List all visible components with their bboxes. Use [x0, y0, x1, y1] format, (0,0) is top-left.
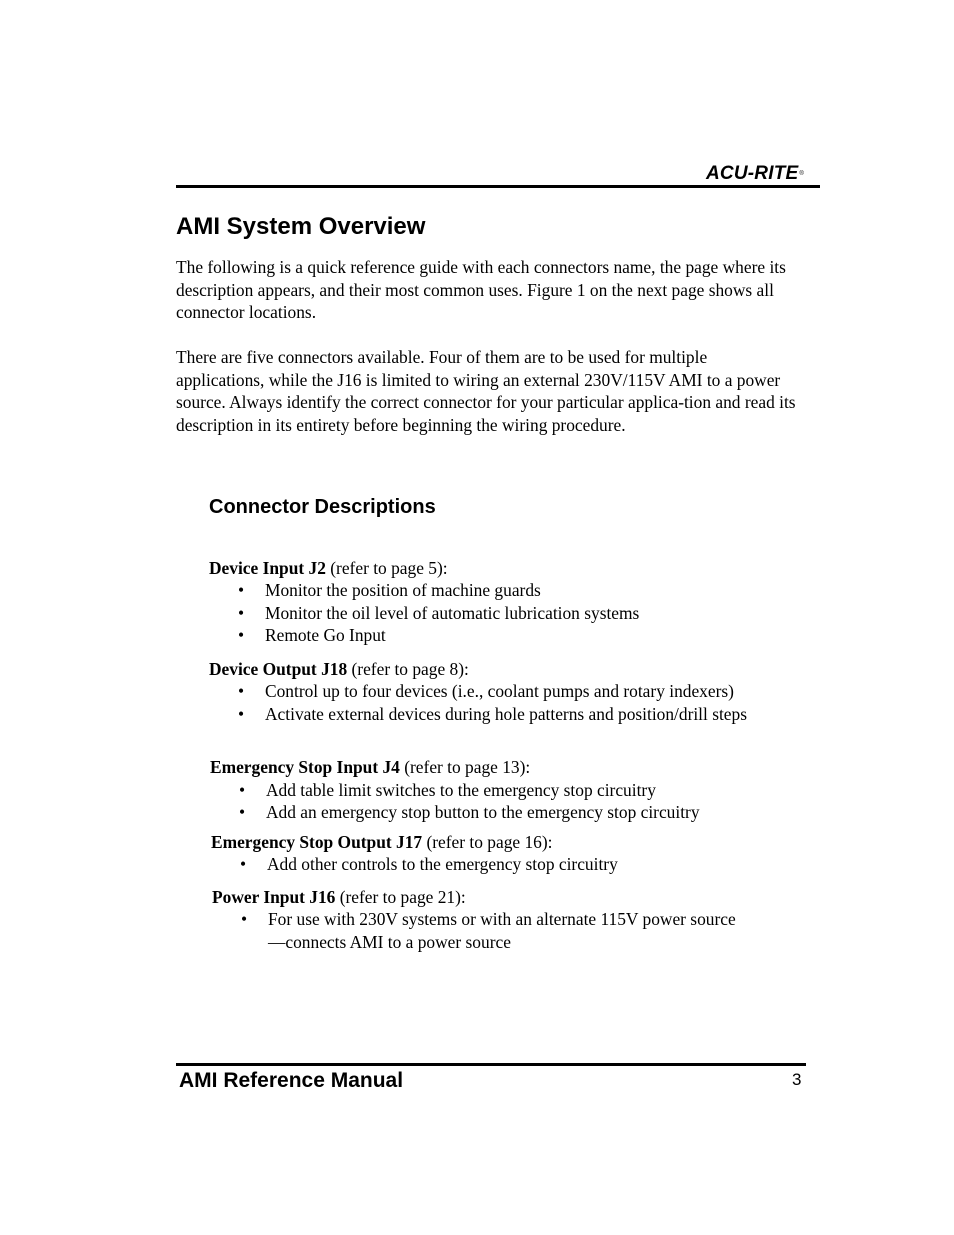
bullet-glyph: •: [238, 704, 245, 724]
connector-heading: [209, 557, 448, 580]
list-item: Control up to four devices (i.e., coolant pumps and rotary indexers): [265, 681, 734, 701]
bullet-glyph: •: [239, 780, 246, 800]
connectors-paragraph: There are five connectors available. Four of them are to be used for multiple applications, while the J16 is limited to wiring an external 230V/115V AMI to a power source. Always identify the correct connector for your particular applica-tion and read its description in its entirety before beginning the wiring procedure.: [176, 347, 796, 435]
list-item: Remote Go Input: [265, 625, 386, 645]
manual-title: AMI Reference Manual: [179, 1069, 404, 1092]
list-item: Monitor the oil level of automatic lubrication systems: [265, 603, 640, 623]
connector-ref: (refer to page 16):: [422, 832, 553, 852]
bullet-glyph: •: [239, 802, 246, 822]
bullet-glyph: •: [240, 854, 247, 874]
page-number: 3: [792, 1070, 802, 1089]
connector-ref: (refer to page 13):: [399, 757, 531, 777]
connector-name: Device Output J18: [209, 659, 348, 679]
registered-mark: ®: [799, 171, 804, 177]
connector-ref: (refer to page 21):: [335, 887, 466, 907]
list-item: Add table limit switches to the emergency stop circuitry: [266, 780, 656, 800]
connector-heading: [209, 658, 469, 681]
connector-heading: [212, 886, 466, 909]
bullet-glyph: •: [238, 681, 245, 701]
bullet-glyph: •: [238, 603, 245, 623]
bullet-glyph: •: [238, 580, 245, 600]
footer-rule: [176, 1063, 806, 1066]
page-title: AMI System Overview: [176, 213, 426, 240]
list-item: Activate external devices during hole patterns and position/drill steps: [265, 704, 747, 724]
bullet-glyph: •: [238, 625, 245, 645]
connector-heading: [211, 831, 552, 854]
section-title: Connector Descriptions: [209, 496, 436, 518]
connector-ref: (refer to page 5):: [325, 558, 448, 578]
list-item: Add an emergency stop button to the emergency stop circuitry: [266, 802, 700, 822]
connector-heading: [210, 756, 530, 779]
connector-ref: (refer to page 8):: [347, 659, 469, 679]
connector-name: Emergency Stop Output J17: [211, 832, 423, 852]
intro-paragraph: The following is a quick reference guide with each connectors name, the page where its description appears, and their most common uses. Figure 1 on the next page shows all connector locations.: [176, 257, 786, 322]
connector-name: Power Input J16: [212, 887, 336, 907]
list-item: Monitor the position of machine guards: [265, 580, 541, 600]
acu-rite-logo: [706, 163, 804, 185]
connector-name: Device Input J2: [209, 558, 326, 578]
list-item: Add other controls to the emergency stop circuitry: [267, 854, 618, 874]
bullet-glyph: •: [241, 909, 248, 929]
list-item: For use with 230V systems or with an alternate 115V power source—connects AMI to a power source: [268, 909, 736, 952]
header-rule: [176, 185, 820, 188]
logo-text: ACU-RITE: [706, 163, 799, 184]
connector-name: Emergency Stop Input J4: [210, 757, 400, 777]
